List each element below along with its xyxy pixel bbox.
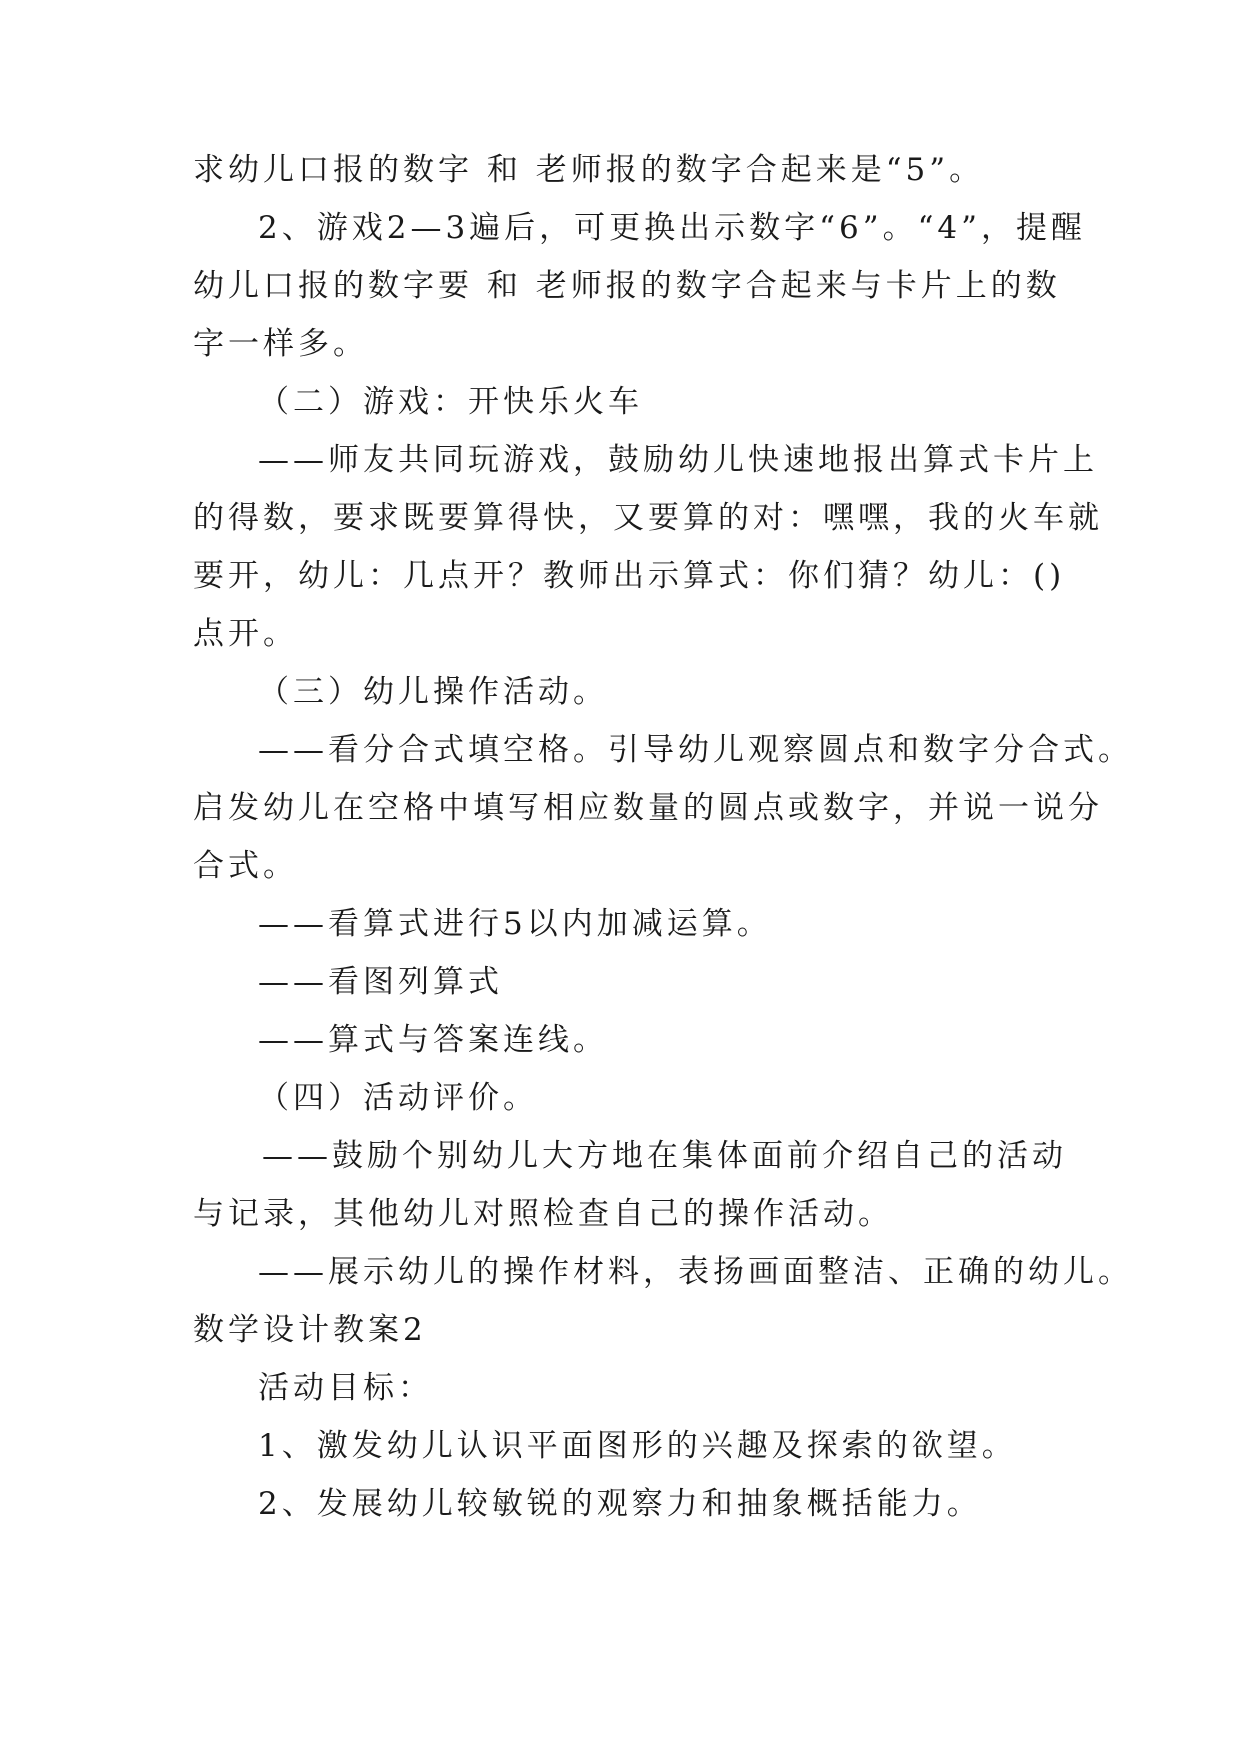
text-line: ——看算式进行5以内加减运算。 <box>258 906 772 942</box>
text-line: 2、游戏2—3遍后，可更换出示数字“6”。“4”，提醒 <box>258 210 1087 246</box>
text-line: 启发幼儿在空格中填写相应数量的圆点或数字，并说一说分 <box>193 790 1103 826</box>
list-item: 2、发展幼儿较敏锐的观察力和抽象概括能力。 <box>258 1486 982 1522</box>
text-line: ——师友共同玩游戏，鼓励幼儿快速地报出算式卡片上 <box>258 442 1098 478</box>
text-line: ——算式与答案连线。 <box>258 1022 608 1058</box>
text-line: ——展示幼儿的操作材料，表扬画面整洁、正确的幼儿。 <box>258 1254 1133 1290</box>
section-heading: （四）活动评价。 <box>258 1080 538 1116</box>
document-subtitle: 数学设计教案2 <box>193 1312 427 1348</box>
section-heading: （二）游戏：开快乐火车 <box>258 384 643 420</box>
text-line: ——看图列算式 <box>258 964 503 1000</box>
text-line: 与记录，其他幼儿对照检查自己的操作活动。 <box>193 1196 893 1232</box>
section-heading: 活动目标： <box>258 1370 433 1406</box>
list-item: 1、激发幼儿认识平面图形的兴趣及探索的欲望。 <box>258 1428 1017 1464</box>
section-heading: （三）幼儿操作活动。 <box>258 674 608 710</box>
text-line: ——看分合式填空格。引导幼儿观察圆点和数字分合式。 <box>258 732 1133 768</box>
text-line: ——鼓励个别幼儿大方地在集体面前介绍自己的活动 <box>262 1138 1067 1174</box>
text-line: 合式。 <box>193 848 298 884</box>
text-line: 的得数，要求既要算得快，又要算的对：嘿嘿，我的火车就 <box>193 500 1103 536</box>
text-line: 求幼儿口报的数字 和 老师报的数字合起来是“5”。 <box>193 152 985 188</box>
text-line: 幼儿口报的数字要 和 老师报的数字合起来与卡片上的数 <box>193 268 1061 304</box>
text-line: 点开。 <box>193 616 298 652</box>
text-line: 字一样多。 <box>193 326 368 362</box>
text-line: 要开，幼儿：几点开？教师出示算式：你们猜？幼儿：() <box>193 558 1066 594</box>
